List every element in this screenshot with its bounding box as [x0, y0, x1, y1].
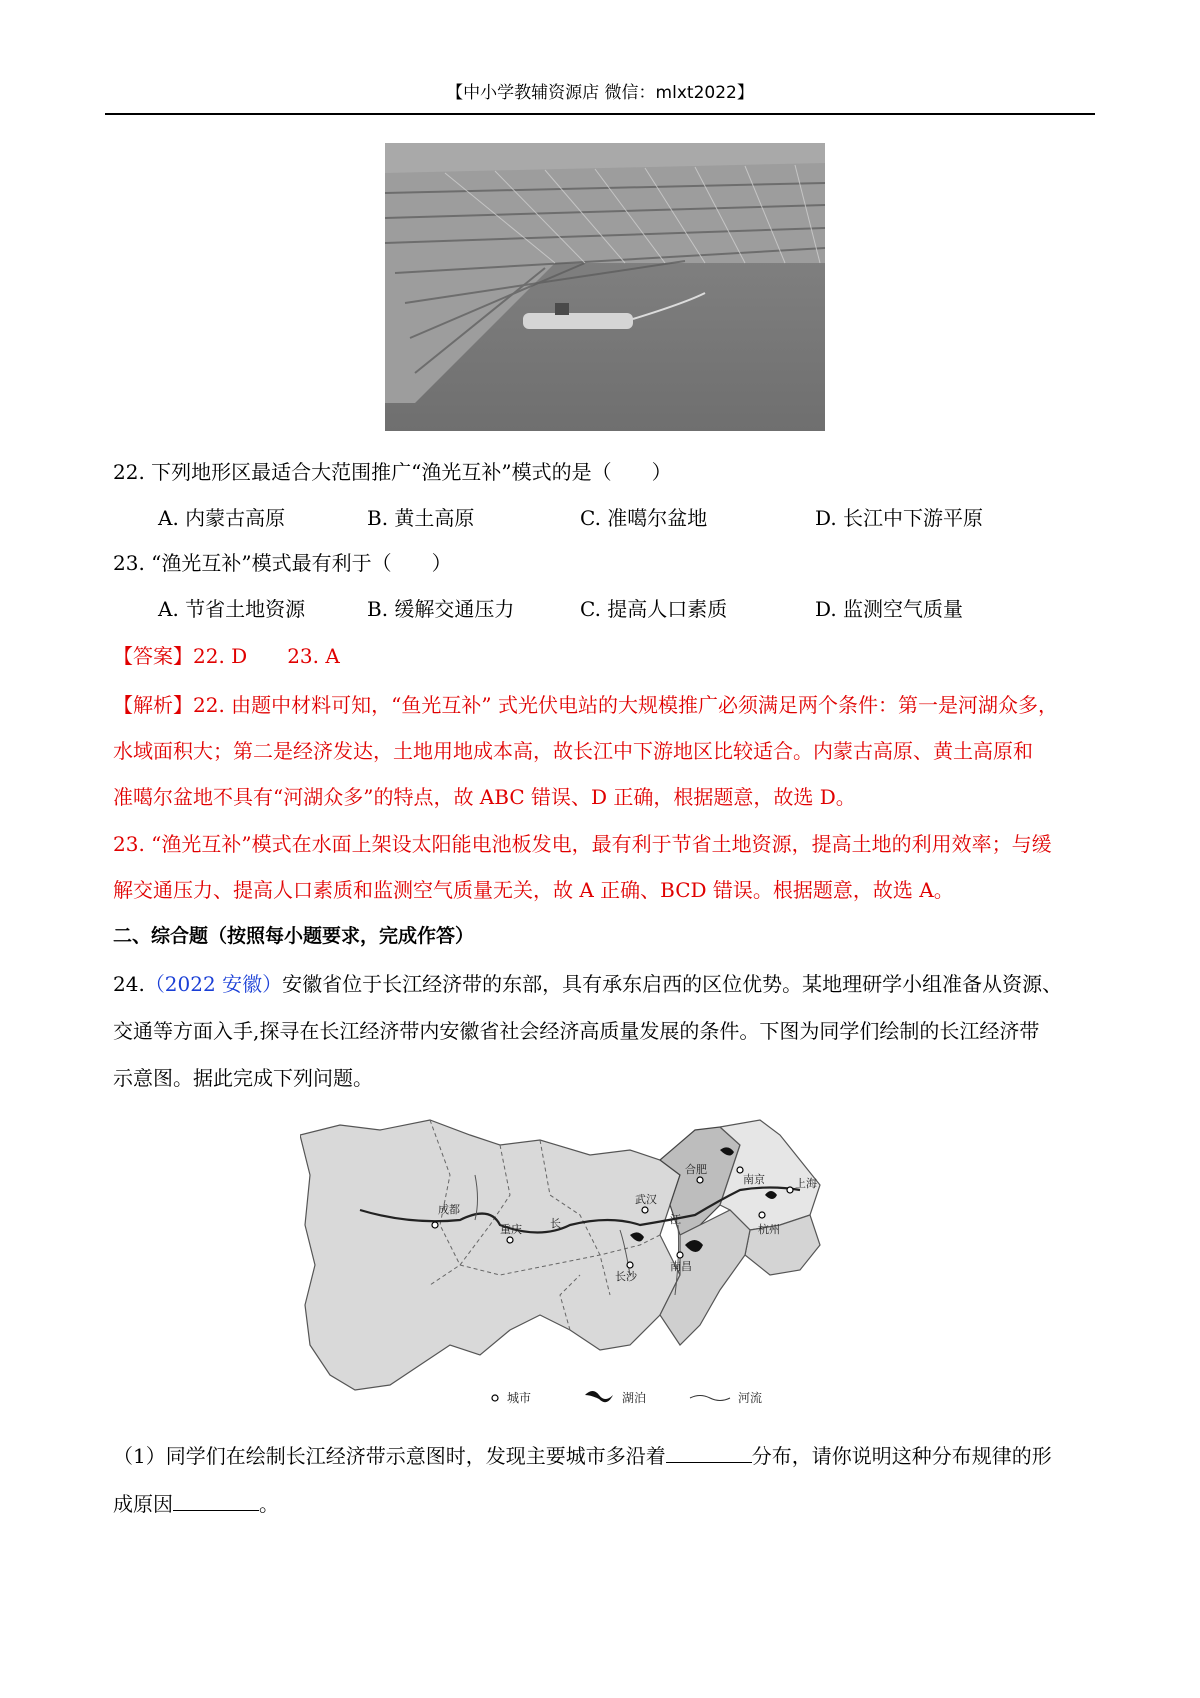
legend-river: 河流	[738, 1391, 763, 1405]
q24-source: （2022 安徽）	[144, 972, 283, 996]
q24-number: 24.	[113, 972, 145, 996]
analysis-line-3: 准噶尔盆地不具有“河湖众多”的特点，故 ABC 错误、D 正确，根据题意，故选 D。	[113, 785, 856, 809]
q23-option-c: C. 提高人口素质	[580, 597, 728, 621]
city-label-chengdu: 成都	[438, 1203, 460, 1216]
q22-option-c: C. 准噶尔盆地	[580, 506, 708, 530]
section-2-title: 二、综合题（按照每小题要求，完成作答）	[113, 925, 475, 947]
answer-line	[113, 640, 340, 669]
city-label-nanjing: 南京	[743, 1173, 765, 1186]
legend-city: 城市	[507, 1391, 532, 1405]
legend-lake: 湖泊	[622, 1391, 647, 1405]
answer-23: 23. A	[287, 644, 340, 668]
answer-22: 22. D	[193, 644, 248, 668]
river-label-chang: 长	[550, 1217, 561, 1230]
q22-option-b: B. 黄土高原	[367, 506, 475, 530]
q23-option-d: D. 监测空气质量	[815, 597, 964, 621]
q24-sub1-text-d: 。	[259, 1492, 279, 1516]
answer-label: 【答案】	[113, 644, 193, 668]
q24-sub1-text-c: 成原因	[113, 1492, 173, 1516]
q22-option-d: D. 长江中下游平原	[815, 506, 984, 530]
city-label-hefei: 合肥	[685, 1163, 707, 1176]
q23-option-a: A. 节省土地资源	[158, 597, 306, 621]
q24-sub1-line-1	[113, 1440, 1052, 1469]
analysis-line-1: 【解析】22. 由题中材料可知，“鱼光互补” 式光伏电站的大规模推广必须满足两个条件：第一是河湖众多，	[113, 693, 1058, 717]
q24-line-2: 交通等方面入手,探寻在长江经济带内安徽省社会经济高质量发展的条件。下图为同学们绘制的长江经济带	[113, 1019, 1040, 1043]
fishery-solar-photo	[385, 143, 825, 431]
river-label-jiang: 江	[670, 1213, 681, 1226]
analysis-line-4: 23. “渔光互补”模式在水面上架设太阳能电池板发电，最有利于节省土地资源，提高土地的利用效率；与缓	[113, 832, 1052, 856]
yangtze-economic-belt-map	[300, 1115, 860, 1415]
q24-line-3: 示意图。据此完成下列问题。	[113, 1066, 373, 1090]
q24-sub1-text-b: 分布，请你说明这种分布规律的形	[751, 1444, 1052, 1468]
q24-sub1-line-2	[113, 1488, 279, 1517]
q24-line-1	[113, 968, 1062, 997]
city-label-nanchang: 南昌	[670, 1260, 692, 1273]
question-23-stem: 23. “渔光互补”模式最有利于（ ）	[113, 551, 452, 575]
header-rule	[105, 113, 1095, 115]
answer-blank-2[interactable]	[173, 1492, 259, 1511]
answer-blank-1[interactable]	[666, 1444, 752, 1463]
page-header: 【中小学教辅资源店 微信：mlxt2022】	[446, 83, 754, 103]
city-label-chongqing: 重庆	[500, 1223, 522, 1236]
analysis-line-5: 解交通压力、提高人口素质和监测空气质量无关，故 A 正确、BCD 错误。根据题意，故选 A。	[113, 878, 954, 902]
q24-text-1: 安徽省位于长江经济带的东部，具有承东启西的区位优势。某地理研学小组准备从资源、	[282, 972, 1063, 996]
city-label-changsha: 长沙	[615, 1270, 637, 1283]
city-label-shanghai: 上海	[795, 1177, 817, 1190]
q23-option-b: B. 缓解交通压力	[367, 597, 515, 621]
analysis-line-2: 水域面积大；第二是经济发达，土地用地成本高，故长江中下游地区比较适合。内蒙古高原、黄土高原和	[113, 739, 1033, 763]
city-label-wuhan: 武汉	[635, 1193, 657, 1206]
city-label-hangzhou: 杭州	[758, 1223, 780, 1236]
question-22-stem: 22. 下列地形区最适合大范围推广“渔光互补”模式的是（ ）	[113, 460, 672, 484]
q24-sub1-text-a: （1）同学们在绘制长江经济带示意图时，发现主要城市多沿着	[113, 1444, 666, 1468]
q22-option-a: A. 内蒙古高原	[158, 506, 286, 530]
